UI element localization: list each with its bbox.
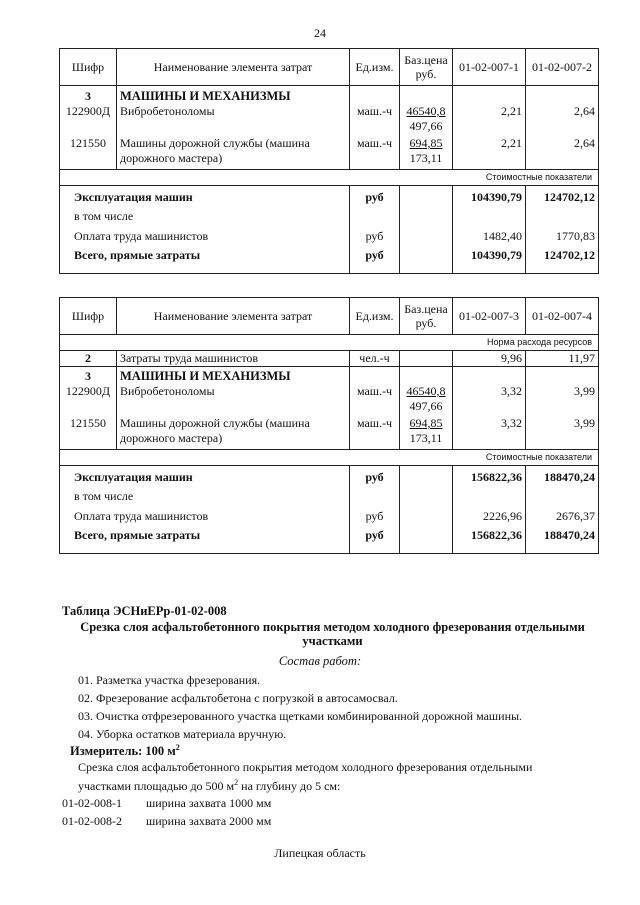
cost-indicators-note: Стоимостные показатели bbox=[60, 170, 599, 186]
row-name: Вибробетоноломы bbox=[117, 384, 350, 414]
header-base-price: Баз.цена руб. bbox=[400, 49, 453, 86]
header-code: Шифр bbox=[60, 298, 117, 335]
row-value-b: 2,64 bbox=[526, 104, 599, 134]
header-col-b: 01-02-007-2 bbox=[526, 49, 599, 86]
labor-name: Затраты труда машинистов bbox=[117, 351, 350, 367]
row-price: 46540,8 497,66 bbox=[400, 104, 453, 134]
header-col-b: 01-02-007-4 bbox=[526, 298, 599, 335]
wages-unit: руб bbox=[350, 504, 400, 524]
exploitation-unit: руб bbox=[350, 466, 400, 486]
header-unit: Ед.изм. bbox=[350, 298, 400, 335]
region-footer: Липецкая область bbox=[274, 846, 366, 860]
exploitation-value-b: 188470,24 bbox=[526, 466, 599, 486]
exploitation-unit: руб bbox=[350, 186, 400, 206]
row-value-a: 3,32 bbox=[453, 414, 526, 450]
total-value-a: 156822,36 bbox=[453, 524, 526, 554]
total-label: Всего, прямые затраты bbox=[60, 244, 350, 274]
resource-table-1 bbox=[59, 48, 599, 274]
row-price: 694,85 173,11 bbox=[400, 134, 453, 170]
section-title: МАШИНЫ И МЕХАНИЗМЫ bbox=[117, 86, 350, 105]
row-price: 694,85 173,11 bbox=[400, 414, 453, 450]
total-unit: руб bbox=[350, 244, 400, 274]
header-col-a: 01-02-007-1 bbox=[453, 49, 526, 86]
row-value-b: 3,99 bbox=[526, 384, 599, 414]
table-title: Таблица ЭСНиЕРр-01-02-008 bbox=[62, 604, 227, 618]
row-code: 122900Д bbox=[60, 104, 117, 134]
section-number: 3 bbox=[60, 367, 117, 385]
labor-unit: чел.-ч bbox=[350, 351, 400, 367]
wages-value-a: 2226,96 bbox=[453, 504, 526, 524]
work-step: 04. Уборка остатков материала вручную. bbox=[78, 727, 287, 741]
row-value-a: 2,21 bbox=[453, 134, 526, 170]
exploitation-label: Эксплуатация машин bbox=[60, 186, 350, 206]
work-description: Срезка слоя асфальтобетонного покрытия методом холодного фрезерования отдельными участками площадью до 500 $м^2$ на глубину до 5 см: bbox=[78, 760, 533, 793]
including-label: в том числе bbox=[60, 205, 350, 224]
total-value-b: 124702,12 bbox=[526, 244, 599, 274]
row-unit: маш.-ч bbox=[350, 414, 400, 450]
row-unit: маш.-ч bbox=[350, 384, 400, 414]
section-number: 3 bbox=[60, 86, 117, 105]
work-step: 02. Фрезерование асфальтобетона с погрузкой в автосамосвал. bbox=[78, 691, 398, 705]
row-value-b: 2,64 bbox=[526, 134, 599, 170]
wages-value-b: 1770,83 bbox=[526, 224, 599, 244]
wages-value-b: 2676,37 bbox=[526, 504, 599, 524]
wages-label: Оплата труда машинистов bbox=[60, 504, 350, 524]
total-unit: руб bbox=[350, 524, 400, 554]
wages-unit: руб bbox=[350, 224, 400, 244]
row-name: Машины дорожной службы (машина дорожного мастера) bbox=[117, 134, 350, 170]
exploitation-value-a: 104390,79 bbox=[453, 186, 526, 206]
labor-number: 2 bbox=[60, 351, 117, 367]
resource-norm-note: Норма расхода ресурсов bbox=[60, 335, 599, 351]
header-base-price: Баз.цена руб. bbox=[400, 298, 453, 335]
table-subtitle: Срезка слоя асфальтобетонного покрытия методом холодного фрезерования отдельными участками bbox=[80, 620, 585, 648]
header-col-a: 01-02-007-3 bbox=[453, 298, 526, 335]
row-code: 122900Д bbox=[60, 384, 117, 414]
norm-item: 01-02-008-2 ширина захвата 2000 мм bbox=[62, 814, 272, 828]
resource-table-2 bbox=[59, 297, 599, 554]
header-name: Наименование элемента затрат bbox=[117, 49, 350, 86]
work-step: 03. Очистка отфрезерованного участка щетками комбинированной дорожной машины. bbox=[78, 709, 523, 723]
including-label: в том числе bbox=[60, 485, 350, 504]
exploitation-label: Эксплуатация машин bbox=[60, 466, 350, 486]
row-code: 121550 bbox=[60, 414, 117, 450]
row-unit: маш.-ч bbox=[350, 104, 400, 134]
page-number: 24 bbox=[314, 26, 326, 40]
row-price: 46540,8 497,66 bbox=[400, 384, 453, 414]
row-name: Машины дорожной службы (машина дорожного мастера) bbox=[117, 414, 350, 450]
row-name: Вибробетоноломы bbox=[117, 104, 350, 134]
work-composition-heading: Состав работ: bbox=[278, 654, 362, 668]
exploitation-value-b: 124702,12 bbox=[526, 186, 599, 206]
total-label: Всего, прямые затраты bbox=[60, 524, 350, 554]
labor-value-a: 9,96 bbox=[453, 351, 526, 367]
wages-value-a: 1482,40 bbox=[453, 224, 526, 244]
row-code: 121550 bbox=[60, 134, 117, 170]
header-name: Наименование элемента затрат bbox=[117, 298, 350, 335]
row-unit: маш.-ч bbox=[350, 134, 400, 170]
row-value-b: 3,99 bbox=[526, 414, 599, 450]
total-value-a: 104390,79 bbox=[453, 244, 526, 274]
norm-item: 01-02-008-1 ширина захвата 1000 мм bbox=[62, 796, 272, 810]
measurement-unit: Измеритель: 100 $м^2$ bbox=[70, 743, 180, 759]
exploitation-value-a: 156822,36 bbox=[453, 466, 526, 486]
cost-indicators-note: Стоимостные показатели bbox=[60, 450, 599, 466]
labor-value-b: 11,97 bbox=[526, 351, 599, 367]
header-unit: Ед.изм. bbox=[350, 49, 400, 86]
total-value-b: 188470,24 bbox=[526, 524, 599, 554]
row-value-a: 2,21 bbox=[453, 104, 526, 134]
wages-label: Оплата труда машинистов bbox=[60, 224, 350, 244]
row-value-a: 3,32 bbox=[453, 384, 526, 414]
section-title: МАШИНЫ И МЕХАНИЗМЫ bbox=[117, 367, 350, 385]
work-step: 01. Разметка участка фрезерования. bbox=[78, 673, 261, 687]
header-code: Шифр bbox=[60, 49, 117, 86]
